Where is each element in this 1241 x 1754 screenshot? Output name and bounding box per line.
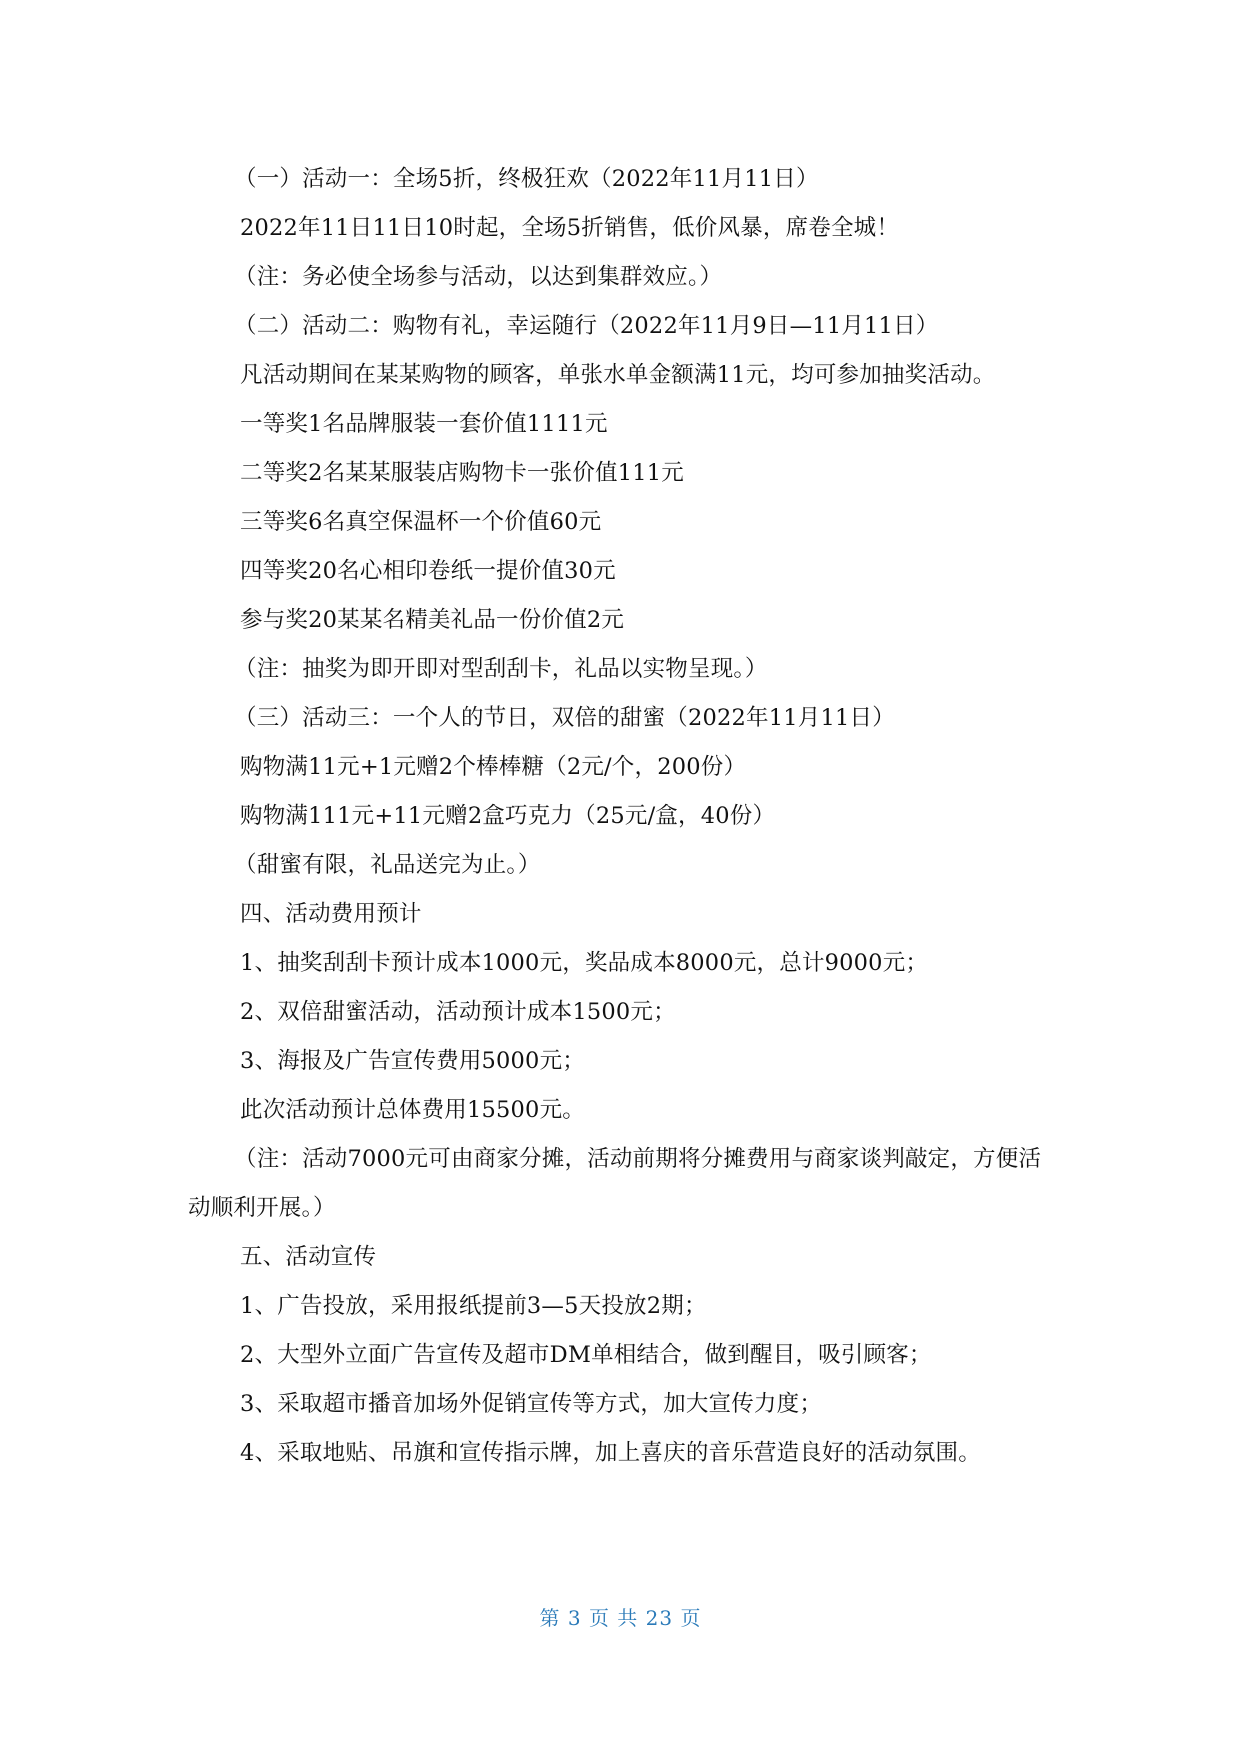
promo-item-one: 1、广告投放，采用报纸提前3—5天投放2期； — [240, 1293, 707, 1319]
prize-fourth: 四等奖20名心相印卷纸一提价值30元 — [240, 558, 616, 584]
prize-second: 二等奖2名某某服装店购物卡一张价值111元 — [240, 460, 684, 486]
activity-two-detail: 凡活动期间在某某购物的顾客，单张水单金额满11元，均可参加抽奖活动。 — [240, 362, 996, 388]
cost-item-three: 3、海报及广告宣传费用5000元； — [240, 1048, 585, 1074]
activity-three-offer-one: 购物满11元+1元赠2个棒棒糖（2元/个，200份） — [240, 754, 747, 780]
activity-two-heading: （二）活动二：购物有礼，幸运随行（2022年11月9日—11月11日） — [234, 313, 939, 339]
promo-item-two: 2、大型外立面广告宣传及超市DM单相结合，做到醒目，吸引顾客； — [240, 1342, 932, 1368]
section-five-heading: 五、活动宣传 — [240, 1244, 377, 1270]
cost-note: （注：活动7000元可由商家分摊，活动前期将分摊费用与商家谈判敲定，方便活动顺利开展。） — [188, 1146, 1042, 1221]
document-body — [188, 155, 1058, 1478]
prize-first: 一等奖1名品牌服装一套价值1111元 — [240, 411, 608, 437]
activity-one-heading: （一）活动一：全场5折，终极狂欢（2022年11月11日） — [234, 166, 819, 192]
activity-one-detail: 2022年11日11日10时起，全场5折销售，低价风暴，席卷全城！ — [240, 215, 900, 241]
activity-three-heading: （三）活动三：一个人的节日，双倍的甜蜜（2022年11月11日） — [234, 705, 895, 731]
page-number-footer: 第 3 页 共 23 页 — [539, 1606, 702, 1630]
section-four-heading: 四、活动费用预计 — [240, 901, 422, 927]
activity-three-note: （甜蜜有限，礼品送完为止。） — [234, 852, 541, 878]
activity-one-note: （注：务必使全场参与活动，以达到集群效应。） — [234, 264, 723, 290]
cost-item-two: 2、双倍甜蜜活动，活动预计成本1500元； — [240, 999, 676, 1025]
promo-item-three: 3、采取超市播音加场外促销宣传等方式，加大宣传力度； — [240, 1391, 823, 1417]
cost-item-one: 1、抽奖刮刮卡预计成本1000元，奖品成本8000元，总计9000元； — [240, 950, 929, 976]
activity-three-offer-two: 购物满111元+11元赠2盒巧克力（25元/盒，40份） — [240, 803, 776, 829]
activity-two-note: （注：抽奖为即开即对型刮刮卡，礼品以实物呈现。） — [234, 656, 768, 682]
prize-third: 三等奖6名真空保温杯一个价值60元 — [240, 509, 602, 535]
promo-item-four: 4、采取地贴、吊旗和宣传指示牌，加上喜庆的音乐营造良好的活动氛围。 — [240, 1440, 981, 1466]
prize-participation: 参与奖20某某名精美礼品一份价值2元 — [240, 607, 625, 633]
cost-total: 此次活动预计总体费用15500元。 — [240, 1097, 585, 1123]
